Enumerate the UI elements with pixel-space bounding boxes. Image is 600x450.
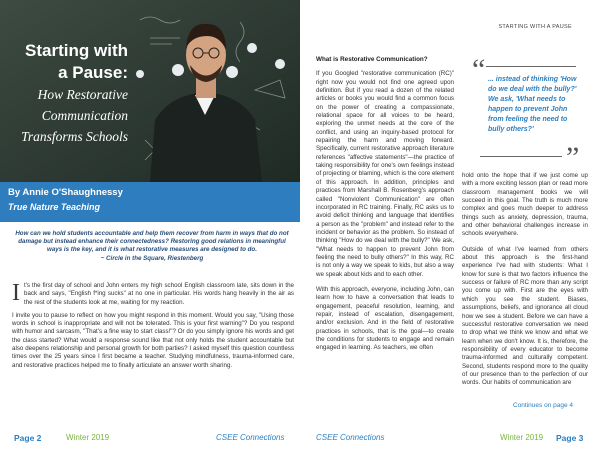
page-number-left: Page 2 [14, 433, 42, 443]
issue-season-left: Winter 2019 [66, 433, 110, 442]
col1-paragraph-1: If you Googled "restorative communication (RC)" right now you would not find one agreed upon definition. But if you read a dozen of the related articles or books you would find a common focus on the power of creating a compassionate, relational space for all voices to be heard, exploring the unmet needs at the core of the conflict, and using an inquiry-based protocol for repairing the harm and moving forward. Specifically, current restorative approach literature references "affective statements"—the practice of taking responsibility for one's own feelings instead of projecting or blaming, which is the core element of this approach. In addition, principles and practices from Marshall B. Rosenberg's approach called "Nonviolent Communication" are often incorporated in RC training. Finally, RC asks us to avoid deficit thinking and language that identifies a person as the "problem" and instead refer to the incident or behavior as the problem. So instead of thinking "How do we deal with the bully?" We ask, "What needs to happen to prevent John from feeling the need to bully others?" In this way, RC is not only a way we speak to kids, but also a way we speak about kids and to each other. [316, 70, 454, 278]
pull-quote: ... instead of thinking 'How do we deal with the bully?' We ask, 'What needs to happen to prevent John from feeling the need to bully others?' [488, 76, 577, 133]
col2-paragraph-1: hold onto the hope that if we just come up with a more exciting lesson plan or read more classroom management books we will succeed in this goal. The truth is much more complex and goes much deeper to address things such as anxiety, depression, trauma, and other behavioral challenges increase in schools everywhere. [462, 172, 588, 238]
opening-paragraph [12, 282, 294, 307]
subtitle-line-1: How Restorative [37, 87, 128, 102]
epigraph-text: How can we hold students accountable and help them recover from harm in ways that do not damage but instead enhance their connectedness? Restoring good relations in meaningful ways is the key, and it is what restorative measures are designed to do. [15, 230, 289, 254]
author-org: True Nature Teaching [8, 202, 101, 212]
quote-rule-bottom [480, 156, 562, 157]
epigraph-attribution: ~ Circle in the Square, Riestenberg [100, 254, 204, 262]
title-line-1: Starting with [25, 41, 128, 60]
col1-paragraph-2: With this approach, everyone, including John, can learn how to have a conversation that leads to engagement, peaceful resolution, learning, and repair, instead of escalation, disengagement, and/or exclusion. And in the field of restorative practices in schools, that is the goal—to create the conditions for students to engage and remain engaged in learning. As teachers, we often [316, 285, 454, 352]
col2-paragraph-2: Outside of what I've learned from others about this approach is the first-hand experience I've had with students: What I know for sure is that two factors influence the success or failure of RC more than any script you come up with. First are the eyes with which you see the student. Biases, assumptions, beliefs, and ignorance all cloud how we see a student. Before we can have a successful restorative conversation we need to drop what we think we know and what we learn when we don't know. It is, therefore, the responsibility of every educator to become trauma-informed and culturally competent. Second, students respond more to the quality of our presence than to the perfection of our words. Our habits of communication are [462, 245, 588, 387]
hero-photo [0, 0, 300, 182]
close-quote-mark-icon: ” [566, 141, 580, 174]
second-paragraph: I invite you to pause to reflect on how you might respond in this moment. Would you say, "Using those words in school is inappropriate and will not be tolerated. This is your first warning"? Do you respond with humor and sarcasm, "That's a fine way to start class!"? Or do you simply ignore his words and get the class started? What would a response sound like that not only holds the student accountable but also deepens relationship and personal growth for both parties? I asked myself this question countless times over the 25 years since I first became a teacher. Studying mindfulness, trauma-informed care, and restorative practices helped me to finally articulate an answer worth sharing. [12, 311, 294, 369]
magazine-name-right: CSEE Connections [316, 433, 385, 442]
quote-rule-top [486, 66, 576, 67]
opening-paragraph-text: t's the first day of school and John enters my high school English classroom late, sits down in the back and says, "English f*ing sucks" at no one in particular. His words hang heavily in the air as the rest of the students look at me, waiting for my reaction. [24, 282, 294, 306]
section-heading: What is Restorative Communication? [316, 56, 428, 63]
magazine-name-left: CSEE Connections [216, 433, 285, 442]
right-column-2 [462, 172, 588, 395]
drop-cap: I [12, 280, 20, 306]
issue-season-right: Winter 2019 [500, 433, 544, 442]
title-line-2: a Pause: [58, 63, 128, 82]
running-header: STARTING WITH A PAUSE [498, 24, 572, 30]
page-number-right: Page 3 [556, 433, 584, 443]
byline-bar [0, 182, 300, 222]
subtitle-line-2: Communication [41, 108, 128, 123]
open-quote-mark-icon: “ [472, 53, 486, 86]
right-footer [300, 428, 600, 450]
article-title-block [2, 40, 128, 147]
author-name: By Annie O'Shaughnessy [8, 187, 123, 198]
right-column-1 [316, 56, 454, 360]
left-body-text [12, 282, 294, 375]
left-footer [0, 428, 300, 450]
continues-link[interactable]: Continues on page 4 [513, 402, 573, 409]
subtitle-line-3: Transforms Schools [21, 129, 128, 144]
epigraph-quote [14, 230, 290, 263]
